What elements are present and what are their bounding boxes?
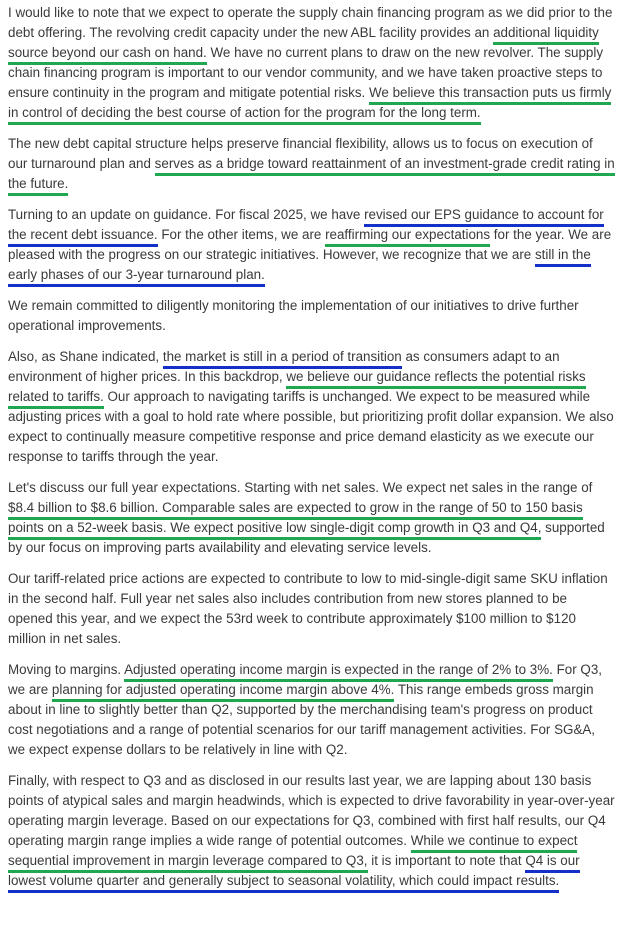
paragraph — [8, 205, 615, 285]
text-segment: Finally, with respect to Q3 and as disclosed in our results last year, we are lapping about 130 basis points of atypical sales and margin headwinds, which is expected to drive favorability in year-over-year operating margin leverage. Based on our expectations for Q3, combined with first half results, our Q4 operating margin range implies a wide range of potential outcomes. — [8, 773, 615, 848]
highlight-green: serves as a bridge toward reattainment of an investment-grade credit rating in the future. — [8, 156, 615, 196]
highlight-green: While we continue to expect sequential improvement in margin leverage compared to Q3, — [8, 833, 577, 873]
text-segment: it is important to note that — [367, 853, 526, 868]
text-segment: as consumers adapt to an environment of higher prices. In this backdrop, — [8, 349, 560, 384]
paragraph — [8, 771, 615, 891]
paragraph — [8, 3, 615, 123]
text-segment: Turning to an update on guidance. For fiscal 2025, we have — [8, 207, 365, 222]
highlight-green: additional liquidity source beyond our cash on hand. — [8, 25, 599, 65]
highlight-green: We believe this transaction puts us firmly in control of deciding the best course of action for the program for the long term. — [8, 85, 611, 125]
text-segment: The new debt capital structure helps preserve financial flexibility, allows us to focus on execution of our turnaround plan and — [8, 136, 593, 171]
text-segment: for the year. We are pleased with the progress on our strategic initiatives. However, we recognize that we are — [8, 227, 612, 262]
highlight-blue: Q4 is our lowest volume quarter and generally subject to seasonal volatility, which could impact results. — [8, 853, 580, 893]
highlight-blue: the market is still in a period of transition — [163, 349, 402, 369]
text-segment: For Q3, we are — [8, 662, 602, 697]
highlight-green: reaffirming our expectations — [325, 227, 490, 247]
text-segment: Also, as Shane indicated, — [8, 349, 163, 364]
text-segment: Let's discuss our full year expectations. Starting with net sales. We expect net sales in the range of — [8, 480, 593, 495]
text-segment: We remain committed to diligently monitoring the implementation of our initiatives to drive further operational improvements. — [8, 298, 579, 333]
paragraph — [8, 660, 615, 760]
text-segment: Our approach to navigating tariffs is unchanged. We expect to be measured while adjusting prices with a goal to hold rate where possible, but prioritizing profit dollar expansion. We also expect to continually measure competitive response and price demand elasticity as we execute our response to tariffs through the year. — [8, 389, 614, 464]
highlight-green: $8.4 billion to $8.6 billion. Comparable sales are expected to grow in the range of 50 to 150 basis points on a 52-week basis. We expect positive low single-digit comp growth in Q3 and Q4, — [8, 500, 583, 540]
paragraph — [8, 347, 615, 467]
text-segment: This range embeds gross margin about in line to slightly better than Q2, supported by the merchandising team's progress on product cost negotiations and a range of potential scenarios for our tariff management activities. For SG&A, we expect expense dollars to be relatively in line with Q2. — [8, 682, 596, 757]
highlight-blue: revised our EPS guidance to account for the recent debt issuance. — [8, 207, 604, 247]
text-segment: For the other items, we are — [157, 227, 326, 242]
text-segment: Moving to margins. — [8, 662, 125, 677]
paragraph — [8, 296, 615, 336]
highlight-green: planning for adjusted operating income margin above 4%. — [52, 682, 394, 702]
text-segment: I would like to note that we expect to operate the supply chain financing program as we did prior to the debt offering. The revolving credit capacity under the new ABL facility provides an — [8, 5, 613, 40]
paragraph — [8, 478, 615, 558]
paragraph — [8, 569, 615, 649]
highlight-green: we believe our guidance reflects the potential risks related to tariffs. — [8, 369, 586, 409]
text-segment: We have no current plans to draw on the new revolver. The supply chain financing program is important to our vendor community, and we have taken proactive steps to ensure continuity in the program and mitigate potential risks. — [8, 45, 604, 100]
highlight-blue: still in the early phases of our 3-year turnaround plan. — [8, 247, 591, 287]
paragraph — [8, 134, 615, 194]
text-segment: supported by our focus on improving parts availability and elevating service levels. — [8, 520, 605, 555]
text-segment: Our tariff-related price actions are expected to contribute to low to mid-single-digit same SKU inflation in the second half. Full year net sales also includes contribution from new stores planned to be opened this year, and we expect the 53rd week to contribute approximately $100 million to $120 million in net sales. — [8, 571, 608, 646]
highlight-green: Adjusted operating income margin is expected in the range of 2% to 3%. — [124, 662, 553, 682]
